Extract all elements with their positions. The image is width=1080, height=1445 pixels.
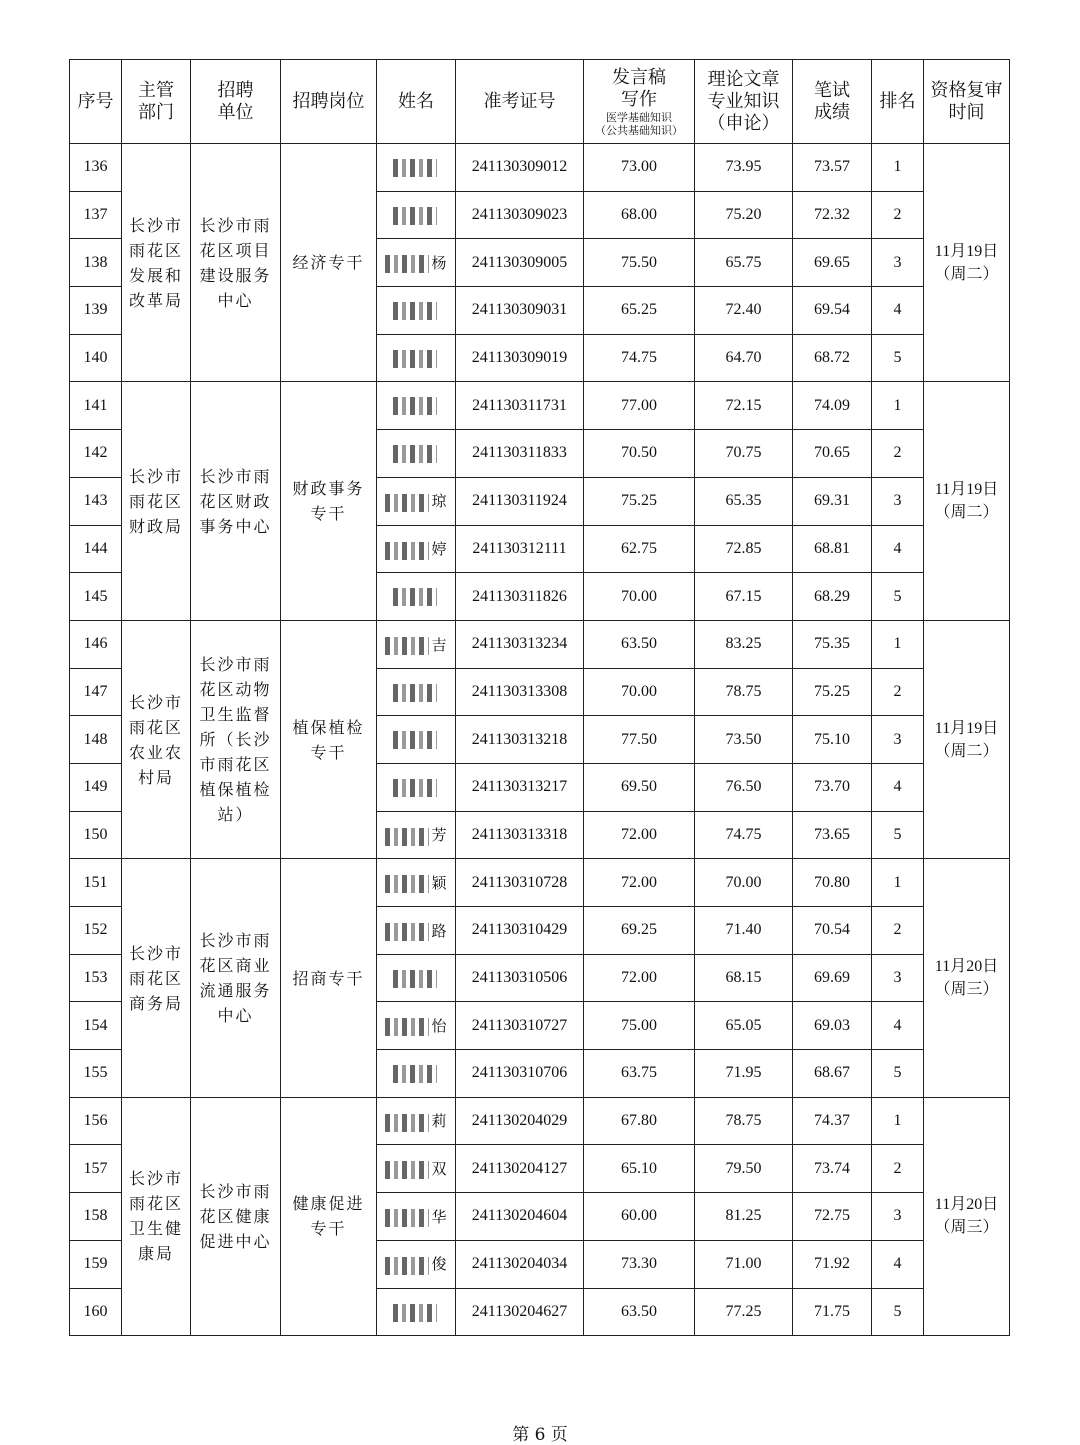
- speech-score-cell: 63.75: [584, 1050, 695, 1098]
- written-score-cell: 75.10: [793, 716, 872, 764]
- theory-score-cell: 71.40: [695, 907, 793, 955]
- header-exam-no: 准考证号: [456, 60, 584, 144]
- theory-score-cell: 65.75: [695, 239, 793, 287]
- written-score-cell: 68.67: [793, 1050, 872, 1098]
- written-score-cell: 73.65: [793, 811, 872, 859]
- redacted-name-mark: [393, 731, 437, 749]
- written-score-cell: 73.74: [793, 1145, 872, 1193]
- name-visible-char: 吉: [431, 635, 447, 654]
- name-cell: [377, 382, 456, 430]
- theory-score-cell: 76.50: [695, 763, 793, 811]
- speech-score-cell: 72.00: [584, 859, 695, 907]
- redacted-name-mark: [385, 494, 429, 512]
- redacted-name-mark: [385, 1257, 429, 1275]
- exam-no-cell: 241130310506: [456, 954, 584, 1002]
- header-unit: [191, 60, 281, 144]
- header-speech-note2: （公共基础知识）: [595, 123, 683, 137]
- name-cell: [377, 1145, 456, 1193]
- name-cell: [377, 1050, 456, 1098]
- unit-cell: 长沙市雨 花区项目 建设服务 中心: [191, 144, 281, 382]
- redacted-name-mark: [393, 779, 437, 797]
- rank-cell: 3: [872, 716, 924, 764]
- rank-cell: 5: [872, 1288, 924, 1336]
- header-review: [924, 60, 1010, 144]
- header-unit-text: 招聘 单位: [217, 79, 254, 123]
- header-speech-main: 发言稿 写作: [612, 66, 666, 110]
- redacted-name-mark: [393, 1065, 437, 1083]
- speech-score-cell: 63.50: [584, 1288, 695, 1336]
- rank-cell: 4: [872, 1240, 924, 1288]
- redacted-name-mark: [393, 207, 437, 225]
- theory-score-cell: 81.25: [695, 1193, 793, 1241]
- review-date-cell: 11月19日 （周二）: [924, 382, 1010, 620]
- redacted-name-mark: [393, 159, 437, 177]
- exam-no-cell: 241130204034: [456, 1240, 584, 1288]
- redacted-name-mark: [385, 875, 429, 893]
- exam-no-cell: 241130310727: [456, 1002, 584, 1050]
- speech-score-cell: 70.50: [584, 430, 695, 478]
- seq-cell: 153: [70, 954, 122, 1002]
- rank-cell: 3: [872, 1193, 924, 1241]
- rank-cell: 1: [872, 859, 924, 907]
- seq-cell: 160: [70, 1288, 122, 1336]
- redacted-name-mark: [385, 1018, 429, 1036]
- name-visible-char: 怡: [431, 1017, 447, 1036]
- name-cell: [377, 239, 456, 287]
- seq-cell: 144: [70, 525, 122, 573]
- theory-score-cell: 78.75: [695, 1097, 793, 1145]
- review-date-cell: 11月20日 （周三）: [924, 859, 1010, 1097]
- rank-cell: 1: [872, 1097, 924, 1145]
- table-body: [70, 144, 1010, 1336]
- dept-cell: 长沙市 雨花区 财政局: [122, 382, 191, 620]
- theory-score-cell: 68.15: [695, 954, 793, 1002]
- theory-score-cell: 72.15: [695, 382, 793, 430]
- name-cell: [377, 1002, 456, 1050]
- header-seq: 序号: [70, 60, 122, 144]
- name-cell: [377, 716, 456, 764]
- speech-score-cell: 62.75: [584, 525, 695, 573]
- rank-cell: 2: [872, 191, 924, 239]
- written-score-cell: 71.92: [793, 1240, 872, 1288]
- unit-cell: 长沙市雨 花区动物 卫生监督 所（长沙 市雨花区 植保植检 站）: [191, 620, 281, 858]
- name-visible-char: 芳: [431, 826, 447, 845]
- table-row: [70, 382, 1010, 430]
- rank-cell: 5: [872, 811, 924, 859]
- exam-no-cell: 241130204604: [456, 1193, 584, 1241]
- header-review-text: 资格复审 时间: [930, 79, 1003, 123]
- name-cell: [377, 1193, 456, 1241]
- seq-cell: 156: [70, 1097, 122, 1145]
- redacted-name-mark: [393, 445, 437, 463]
- table-row: [70, 144, 1010, 192]
- redacted-name-mark: [393, 302, 437, 320]
- rank-cell: 4: [872, 1002, 924, 1050]
- seq-cell: 155: [70, 1050, 122, 1098]
- written-score-cell: 68.81: [793, 525, 872, 573]
- name-cell: [377, 430, 456, 478]
- header-written: [793, 60, 872, 144]
- score-table: [69, 59, 1010, 1336]
- redacted-name-mark: [385, 255, 429, 273]
- speech-score-cell: 67.80: [584, 1097, 695, 1145]
- rank-cell: 1: [872, 620, 924, 668]
- speech-score-cell: 68.00: [584, 191, 695, 239]
- unit-cell: 长沙市雨 花区财政 事务中心: [191, 382, 281, 620]
- written-score-cell: 73.57: [793, 144, 872, 192]
- seq-cell: 154: [70, 1002, 122, 1050]
- name-cell: [377, 859, 456, 907]
- theory-score-cell: 71.00: [695, 1240, 793, 1288]
- written-score-cell: 69.03: [793, 1002, 872, 1050]
- speech-score-cell: 70.00: [584, 573, 695, 621]
- speech-score-cell: 73.00: [584, 144, 695, 192]
- speech-score-cell: 69.50: [584, 763, 695, 811]
- name-cell: [377, 620, 456, 668]
- redacted-name-mark: [385, 923, 429, 941]
- speech-score-cell: 72.00: [584, 954, 695, 1002]
- redacted-name-mark: [385, 1209, 429, 1227]
- exam-no-cell: 241130311731: [456, 382, 584, 430]
- name-cell: [377, 907, 456, 955]
- rank-cell: 2: [872, 430, 924, 478]
- written-score-cell: 71.75: [793, 1288, 872, 1336]
- speech-score-cell: 72.00: [584, 811, 695, 859]
- redacted-name-mark: [393, 970, 437, 988]
- post-cell: 健康促进 专干: [281, 1097, 377, 1335]
- seq-cell: 136: [70, 144, 122, 192]
- exam-no-cell: 241130313217: [456, 763, 584, 811]
- speech-score-cell: 65.10: [584, 1145, 695, 1193]
- exam-no-cell: 241130309031: [456, 287, 584, 335]
- theory-score-cell: 79.50: [695, 1145, 793, 1193]
- exam-no-cell: 241130204127: [456, 1145, 584, 1193]
- speech-score-cell: 77.50: [584, 716, 695, 764]
- post-cell: 招商专干: [281, 859, 377, 1097]
- theory-score-cell: 78.75: [695, 668, 793, 716]
- written-score-cell: 69.54: [793, 287, 872, 335]
- written-score-cell: 70.54: [793, 907, 872, 955]
- rank-cell: 3: [872, 477, 924, 525]
- unit-cell: 长沙市雨 花区商业 流通服务 中心: [191, 859, 281, 1097]
- exam-no-cell: 241130310728: [456, 859, 584, 907]
- speech-score-cell: 75.00: [584, 1002, 695, 1050]
- redacted-name-mark: [385, 1161, 429, 1179]
- page-number: 第 6 页: [512, 1425, 568, 1445]
- post-cell: 植保植检 专干: [281, 620, 377, 858]
- name-cell: [377, 334, 456, 382]
- header-written-text: 笔试 成绩: [814, 79, 850, 123]
- rank-cell: 5: [872, 1050, 924, 1098]
- written-score-cell: 75.35: [793, 620, 872, 668]
- seq-cell: 148: [70, 716, 122, 764]
- seq-cell: 147: [70, 668, 122, 716]
- rank-cell: 2: [872, 907, 924, 955]
- rank-cell: 4: [872, 763, 924, 811]
- written-score-cell: 74.09: [793, 382, 872, 430]
- theory-score-cell: 72.85: [695, 525, 793, 573]
- theory-score-cell: 72.40: [695, 287, 793, 335]
- theory-score-cell: 75.20: [695, 191, 793, 239]
- exam-no-cell: 241130311826: [456, 573, 584, 621]
- unit-cell: 长沙市雨 花区健康 促进中心: [191, 1097, 281, 1335]
- name-visible-char: 双: [431, 1160, 447, 1179]
- name-visible-char: 琼: [431, 492, 447, 511]
- exam-no-cell: 241130312111: [456, 525, 584, 573]
- review-date-cell: 11月19日 （周二）: [924, 620, 1010, 858]
- seq-cell: 142: [70, 430, 122, 478]
- speech-score-cell: 75.50: [584, 239, 695, 287]
- theory-score-cell: 74.75: [695, 811, 793, 859]
- speech-score-cell: 69.25: [584, 907, 695, 955]
- written-score-cell: 73.70: [793, 763, 872, 811]
- name-cell: [377, 811, 456, 859]
- rank-cell: 3: [872, 239, 924, 287]
- name-visible-char: 婷: [431, 540, 447, 559]
- seq-cell: 150: [70, 811, 122, 859]
- written-score-cell: 69.65: [793, 239, 872, 287]
- seq-cell: 157: [70, 1145, 122, 1193]
- exam-no-cell: 241130309023: [456, 191, 584, 239]
- name-visible-char: 颖: [431, 873, 447, 892]
- seq-cell: 152: [70, 907, 122, 955]
- dept-cell: 长沙市 雨花区 农业农 村局: [122, 620, 191, 858]
- redacted-name-mark: [393, 397, 437, 415]
- dept-cell: 长沙市 雨花区 商务局: [122, 859, 191, 1097]
- seq-cell: 139: [70, 287, 122, 335]
- seq-cell: 151: [70, 859, 122, 907]
- name-cell: [377, 477, 456, 525]
- dept-cell: 长沙市 雨花区 发展和 改革局: [122, 144, 191, 382]
- theory-score-cell: 70.75: [695, 430, 793, 478]
- exam-no-cell: 241130313318: [456, 811, 584, 859]
- header-speech: [584, 60, 695, 144]
- rank-cell: 5: [872, 334, 924, 382]
- rank-cell: 5: [872, 573, 924, 621]
- name-cell: [377, 287, 456, 335]
- post-cell: 财政事务 专干: [281, 382, 377, 620]
- written-score-cell: 68.29: [793, 573, 872, 621]
- header-post: 招聘岗位: [281, 60, 377, 144]
- name-visible-char: 路: [431, 921, 447, 940]
- theory-score-cell: 67.15: [695, 573, 793, 621]
- written-score-cell: 72.75: [793, 1193, 872, 1241]
- header-theory: [695, 60, 793, 144]
- redacted-name-mark: [393, 350, 437, 368]
- exam-no-cell: 241130309012: [456, 144, 584, 192]
- seq-cell: 149: [70, 763, 122, 811]
- seq-cell: 140: [70, 334, 122, 382]
- written-score-cell: 75.25: [793, 668, 872, 716]
- seq-cell: 146: [70, 620, 122, 668]
- exam-no-cell: 241130310706: [456, 1050, 584, 1098]
- header-name: 姓名: [377, 60, 456, 144]
- theory-score-cell: 71.95: [695, 1050, 793, 1098]
- theory-score-cell: 65.05: [695, 1002, 793, 1050]
- exam-no-cell: 241130311833: [456, 430, 584, 478]
- name-visible-char: 杨: [431, 254, 447, 273]
- redacted-name-mark: [385, 828, 429, 846]
- rank-cell: 4: [872, 525, 924, 573]
- name-cell: [377, 191, 456, 239]
- table-row: [70, 1097, 1010, 1145]
- name-visible-char: 莉: [431, 1112, 447, 1131]
- speech-score-cell: 70.00: [584, 668, 695, 716]
- written-score-cell: 74.37: [793, 1097, 872, 1145]
- rank-cell: 4: [872, 287, 924, 335]
- exam-no-cell: 241130313234: [456, 620, 584, 668]
- rank-cell: 3: [872, 954, 924, 1002]
- rank-cell: 2: [872, 1145, 924, 1193]
- redacted-name-mark: [385, 637, 429, 655]
- header-dept-text: 主管 部门: [138, 79, 174, 123]
- exam-no-cell: 241130204627: [456, 1288, 584, 1336]
- header-speech-note1: 医学基础知识: [606, 110, 672, 124]
- seq-cell: 145: [70, 573, 122, 621]
- written-score-cell: 72.32: [793, 191, 872, 239]
- name-cell: [377, 525, 456, 573]
- header-theory-text: 理论文章 专业知识 （申论）: [707, 68, 780, 134]
- post-cell: 经济专干: [281, 144, 377, 382]
- review-date-cell: 11月20日 （周三）: [924, 1097, 1010, 1335]
- redacted-name-mark: [385, 542, 429, 560]
- speech-score-cell: 63.50: [584, 620, 695, 668]
- name-visible-char: 俊: [431, 1255, 447, 1274]
- exam-no-cell: 241130313308: [456, 668, 584, 716]
- name-cell: [377, 668, 456, 716]
- name-cell: [377, 763, 456, 811]
- seq-cell: 158: [70, 1193, 122, 1241]
- speech-score-cell: 74.75: [584, 334, 695, 382]
- speech-score-cell: 77.00: [584, 382, 695, 430]
- theory-score-cell: 65.35: [695, 477, 793, 525]
- name-cell: [377, 1240, 456, 1288]
- dept-cell: 长沙市 雨花区 卫生健 康局: [122, 1097, 191, 1335]
- table-row: [70, 859, 1010, 907]
- rank-cell: 1: [872, 382, 924, 430]
- theory-score-cell: 64.70: [695, 334, 793, 382]
- exam-no-cell: 241130309005: [456, 239, 584, 287]
- speech-score-cell: 60.00: [584, 1193, 695, 1241]
- name-cell: [377, 1288, 456, 1336]
- speech-score-cell: 75.25: [584, 477, 695, 525]
- rank-cell: 1: [872, 144, 924, 192]
- name-cell: [377, 1097, 456, 1145]
- theory-score-cell: 83.25: [695, 620, 793, 668]
- redacted-name-mark: [393, 1304, 437, 1322]
- name-cell: [377, 954, 456, 1002]
- rank-cell: 2: [872, 668, 924, 716]
- header-dept: [122, 60, 191, 144]
- seq-cell: 141: [70, 382, 122, 430]
- exam-no-cell: 241130311924: [456, 477, 584, 525]
- review-date-cell: 11月19日 （周二）: [924, 144, 1010, 382]
- redacted-name-mark: [385, 1114, 429, 1132]
- table-row: [70, 620, 1010, 668]
- written-score-cell: 69.69: [793, 954, 872, 1002]
- name-visible-char: 华: [431, 1207, 447, 1226]
- theory-score-cell: 77.25: [695, 1288, 793, 1336]
- exam-no-cell: 241130313218: [456, 716, 584, 764]
- redacted-name-mark: [393, 684, 437, 702]
- exam-no-cell: 241130204029: [456, 1097, 584, 1145]
- speech-score-cell: 65.25: [584, 287, 695, 335]
- written-score-cell: 70.65: [793, 430, 872, 478]
- name-cell: [377, 144, 456, 192]
- seq-cell: 159: [70, 1240, 122, 1288]
- exam-no-cell: 241130310429: [456, 907, 584, 955]
- seq-cell: 138: [70, 239, 122, 287]
- name-cell: [377, 573, 456, 621]
- theory-score-cell: 73.95: [695, 144, 793, 192]
- theory-score-cell: 70.00: [695, 859, 793, 907]
- header-row: [70, 60, 1010, 144]
- written-score-cell: 70.80: [793, 859, 872, 907]
- seq-cell: 143: [70, 477, 122, 525]
- written-score-cell: 68.72: [793, 334, 872, 382]
- theory-score-cell: 73.50: [695, 716, 793, 764]
- written-score-cell: 69.31: [793, 477, 872, 525]
- header-rank: 排名: [872, 60, 924, 144]
- redacted-name-mark: [393, 588, 437, 606]
- exam-no-cell: 241130309019: [456, 334, 584, 382]
- speech-score-cell: 73.30: [584, 1240, 695, 1288]
- seq-cell: 137: [70, 191, 122, 239]
